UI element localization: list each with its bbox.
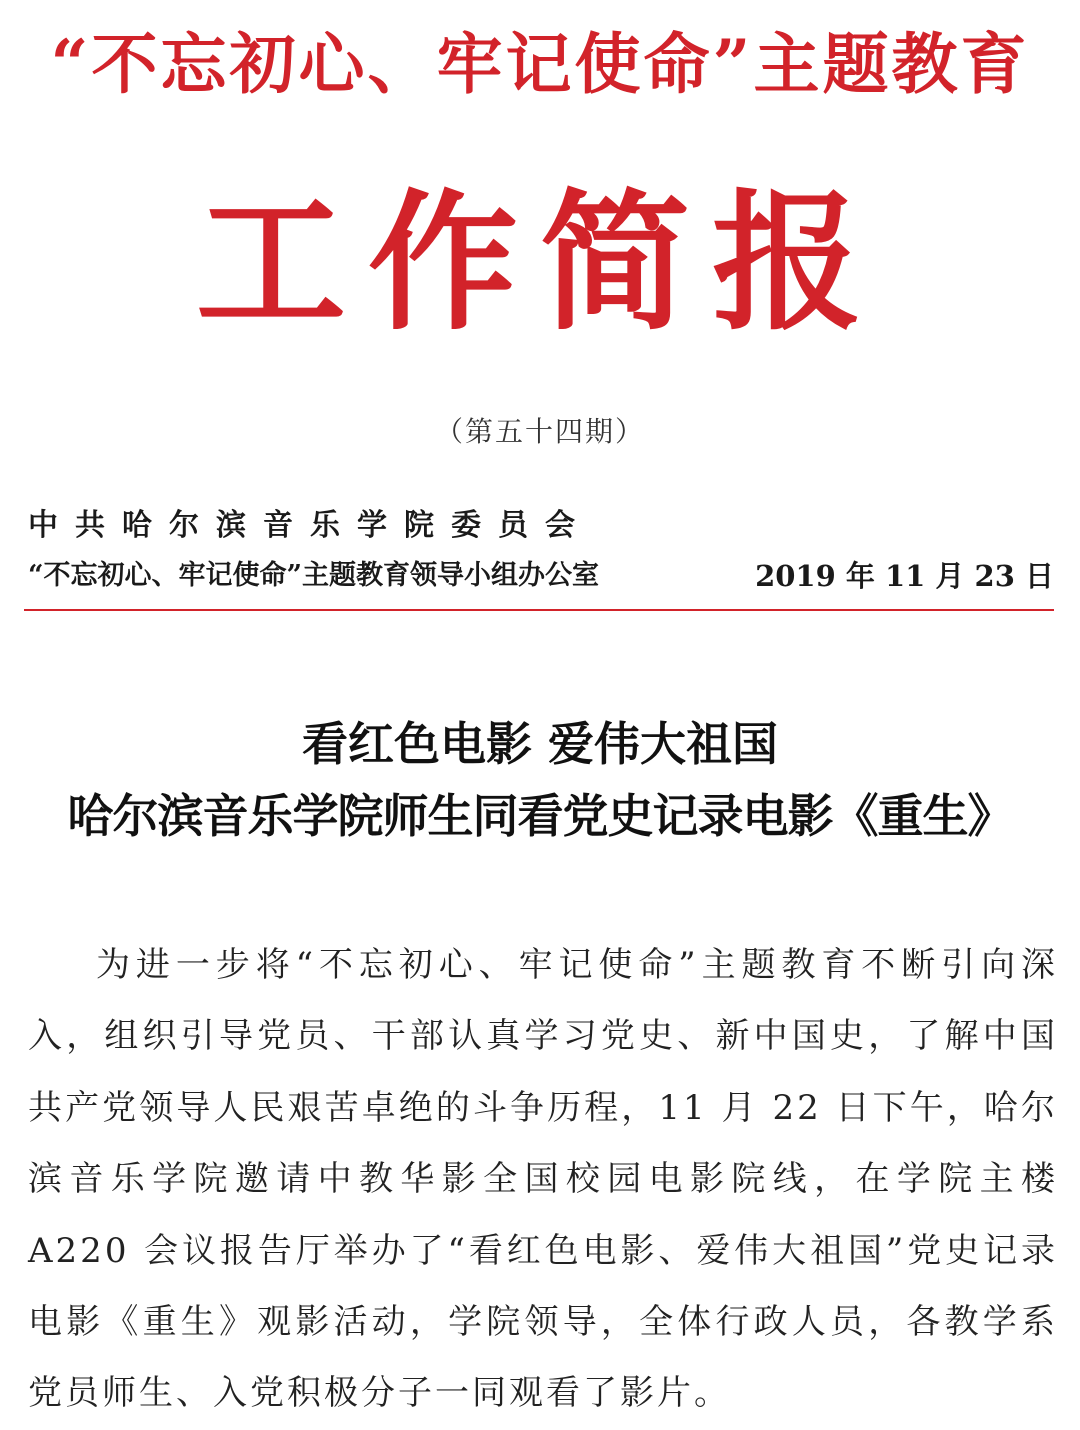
masthead-title: 工作简报 (195, 175, 884, 351)
issuing-organization: 中共哈尔滨音乐学院委员会 (28, 508, 592, 543)
issue-number: （第五十四期） (434, 415, 645, 448)
article-paragraph: 为进一步将“不忘初心、牢记使命”主题教育不断引向深入，组织引导党员、干部认真学习党史、新中国史，了解中国共产党领导人民艰苦卓绝的斗争历程，11 月 22 日下午，哈尔滨音乐学院邀请中教华影全国校园电影院线，在学院主楼 A220 会议报告厅举办了“看红色电影、爱伟大祖国”党史记录电影《重生》观影活动，学院领导，全体行政人员，各教学系党员师生、入党积极分子一同观看了影片。 (28, 945, 1058, 1414)
headline-main: 看红色电影 爱伟大祖国 (301, 717, 778, 771)
masthead-theme: “不忘初心、牢记使命”主题教育 (50, 25, 1030, 103)
issue-date: 2019 年 11 月 23 日 (755, 559, 1054, 593)
issuing-office: “不忘初心、牢记使命”主题教育领导小组办公室 (28, 560, 600, 591)
headline-subtitle: 哈尔滨音乐学院师生同看党史记录电影《重生》 (67, 789, 1013, 843)
header-divider (24, 609, 1054, 611)
